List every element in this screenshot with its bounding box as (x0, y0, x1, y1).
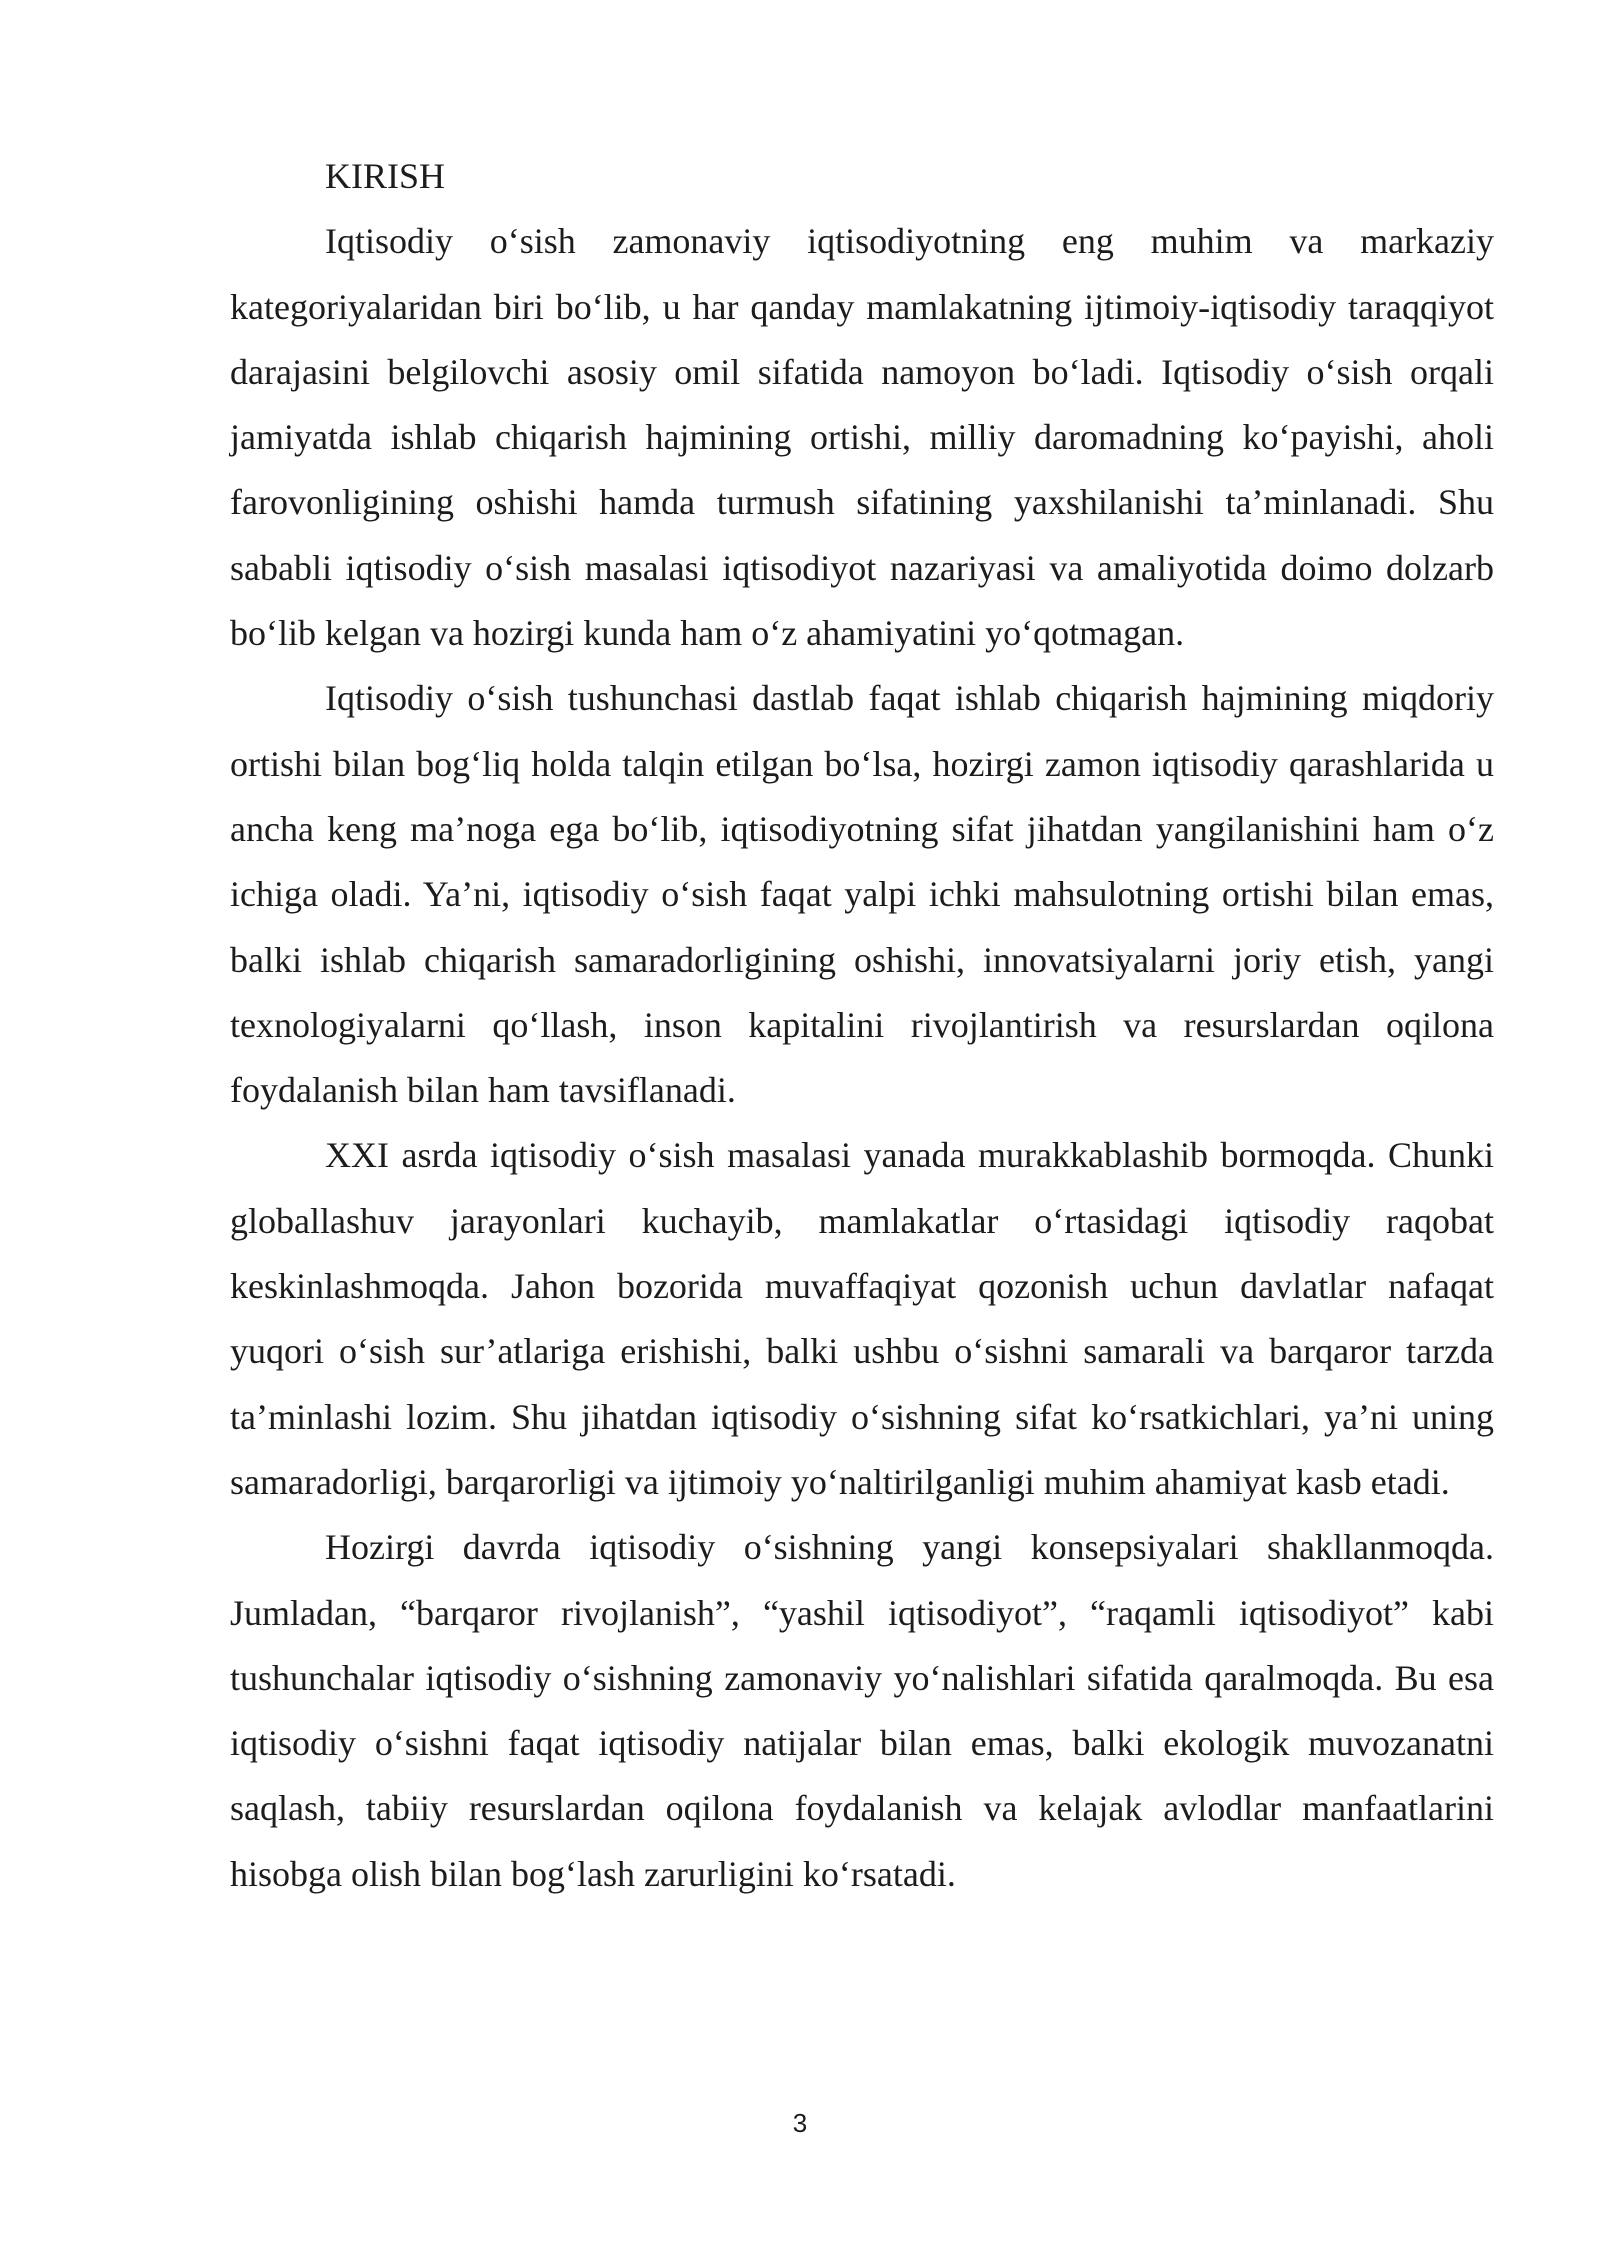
paragraph-2: Iqtisodiy o‘sish tushunchasi dastlab faqat ishlab chiqarish hajmining miqdoriy ortishi bilan bog‘liq holda talqin etilgan bo‘lsa, hozirgi zamon iqtisodiy qarashlarida u ancha keng ma’noga ega bo‘lib, iqtisodiyotning sifat jihatdan yangilanishini ham o‘z ichiga oladi. Ya’ni, iqtisodiy o‘sish faqat yalpi ichki mahsulotning ortishi bilan emas, balki ishlab chiqarish samaradorligining oshishi, innovatsiyalarni joriy etish, yangi texnologiyalarni qo‘llash, inson kapitalini rivojlantirish va resurslardan oqilona foydalanish bilan ham tavsiflanadi. (230, 678, 1494, 1111)
paragraph-1: Iqtisodiy o‘sish zamonaviy iqtisodiyotning eng muhim va markaziy kategoriyalaridan biri bo‘lib, u har qanday mamlakatning ijtimoiy-iqtisodiy taraqqiyot darajasini belgilovchi asosiy omil sifatida namoyon bo‘ladi. Iqtisodiy o‘sish orqali jamiyatda ishlab chiqarish hajmining ortishi, milliy daromadning ko‘payishi, aholi farovonligining oshishi hamda turmush sifatining yaxshilanishi ta’minlanadi. Shu sababli iqtisodiy o‘sish masalasi iqtisodiyot nazariyasi va amaliyotida doimo dolzarb bo‘lib kelgan va hozirgi kunda ham o‘z ahamiyatini yo‘qotmagan. (230, 221, 1494, 654)
section-heading: KIRISH (325, 156, 446, 196)
paragraph-4: Hozirgi davrda iqtisodiy o‘sishning yangi konsepsiyalari shakllanmoqda. Jumladan, “barqaror rivojlanish”, “yashil iqtisodiyot”, “raqamli iqtisodiyot” kabi tushunchalar iqtisodiy o‘sishning zamonaviy yo‘nalishlari sifatida qaralmoqda. Bu esa iqtisodiy o‘sishni faqat iqtisodiy natijalar bilan emas, balki ekologik muvozanatni saqlash, tabiiy resurslardan oqilona foydalanish va kelajak avlodlar manfaatlarini hisobga olish bilan bog‘lash zarurligini ko‘rsatadi. (230, 1527, 1494, 1894)
paragraph-3: XXI asrda iqtisodiy o‘sish masalasi yanada murakkablashib bormoqda. Chunki globallashuv jarayonlari kuchayib, mamlakatlar o‘rtasidagi iqtisodiy raqobat keskinlashmoqda. Jahon bozorida muvaffaqiyat qozonish uchun davlatlar nafaqat yuqori o‘sish sur’atlariga erishishi, balki ushbu o‘sishni samarali va barqaror tarzda ta’minlashi lozim. Shu jihatdan iqtisodiy o‘sishning sifat ko‘rsatkichlari, ya’ni uning samaradorligi, barqarorligi va ijtimoiy yo‘naltirilganligi muhim ahamiyat kasb etadi. (230, 1135, 1494, 1502)
document-body (230, 144, 1494, 1907)
page-number: 3 (792, 2108, 808, 2138)
